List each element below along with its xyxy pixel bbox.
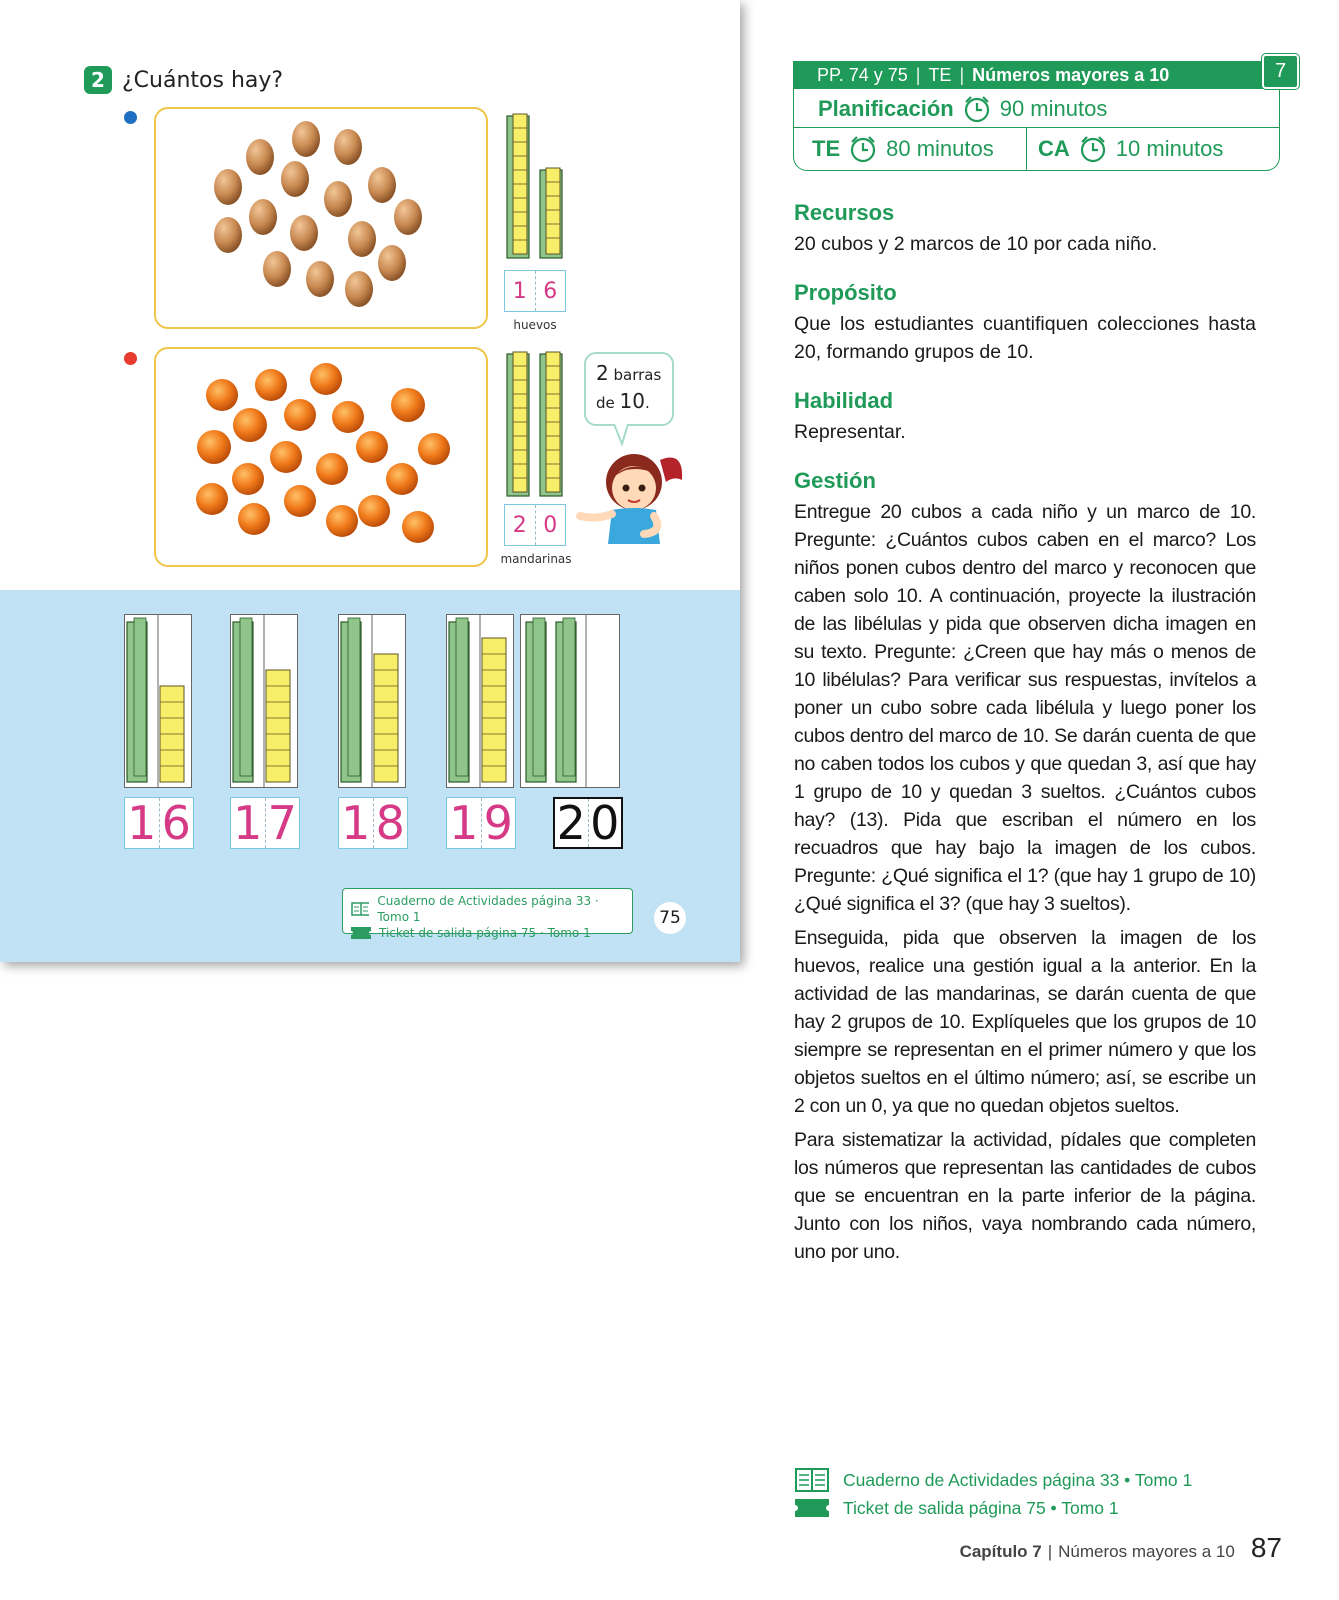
- eggs-picture: [154, 107, 488, 329]
- cubes-16: [124, 614, 192, 788]
- activity-number: 2: [84, 66, 112, 94]
- book-icon: [795, 1468, 829, 1492]
- footer-topic: Números mayores a 10: [1058, 1542, 1235, 1561]
- student-page: [0, 0, 740, 962]
- planning-box: [793, 89, 1280, 171]
- mandarins-picture: [154, 347, 488, 567]
- mandarins-tens-digit: 2: [512, 512, 527, 538]
- alarm-clock-icon: [848, 134, 878, 164]
- activity-header: [84, 66, 283, 94]
- red-bullet-icon: [124, 352, 137, 365]
- section-gestion: [794, 468, 1256, 1266]
- planning-label: Planificación: [818, 96, 954, 121]
- activity-title: ¿Cuántos hay?: [122, 67, 284, 93]
- mandarins-label: mandarinas: [500, 552, 572, 566]
- recursos-text: 20 cubos y 2 marcos de 10 por cada niño.: [794, 233, 1158, 255]
- plan-pages: PP. 74 y 75: [817, 64, 908, 85]
- section-habilidad: [794, 388, 1256, 446]
- number-box-18: [338, 797, 408, 849]
- eggs-illustration: [156, 109, 486, 327]
- digit-ones: 7: [265, 798, 300, 848]
- footer-chapter: Capítulo 7: [959, 1542, 1042, 1561]
- eggs-tens-digit: 1: [512, 278, 527, 304]
- bubble-number-10: 10: [619, 389, 645, 413]
- student-ticket-ref[interactable]: [351, 925, 624, 941]
- digit-ones: 9: [481, 798, 516, 848]
- bubble-number-2: 2: [596, 361, 609, 385]
- section-proposito: [794, 280, 1256, 366]
- mandarins-illustration: [156, 349, 486, 565]
- cubes-20: [520, 614, 620, 788]
- header-separator: |: [959, 64, 965, 85]
- planning-total-row: [818, 91, 1107, 127]
- alarm-clock-icon: [1078, 134, 1108, 164]
- digit-tens: 1: [233, 796, 263, 850]
- eggs-answer-box: [504, 270, 566, 312]
- student-ticket-ref-text: Ticket de salida página 75 · Tomo 1: [379, 926, 591, 940]
- book-icon: [351, 902, 369, 916]
- cubes-17: [230, 614, 298, 788]
- gestion-paragraph-3: Para sistematizar la actividad, pídales que completen los números que representan las cantidades de cubos que se encuentran en la parte inferior de la página. Junto con los niños, vaya nombrando cada número, uno por uno.: [794, 1129, 1256, 1263]
- mandarins-ones-digit: 0: [535, 505, 566, 545]
- cubes-18: [338, 614, 406, 788]
- ticket-icon: [795, 1499, 829, 1517]
- number-box-16: [124, 797, 194, 849]
- eggs-cube-rods: [506, 112, 570, 262]
- digit-tens: 1: [127, 796, 157, 850]
- recursos-title: Recursos: [794, 200, 895, 225]
- plan-topic: Números mayores a 10: [972, 64, 1170, 85]
- number-box-19: [446, 797, 516, 849]
- guide-workbook-ref[interactable]: [795, 1466, 1192, 1494]
- mandarins-answer-box: [504, 504, 566, 546]
- gestion-paragraph-1: Entregue 20 cubos a cada niño y un marco de 10. Pregunte: ¿Cuántos cubos caben en el marco? Los niños ponen cubos dentro del marco y reconocen que caben solo 10. A continuación, proyecte la ilustración de las libélulas y pida que observen dicha imagen en su texto. Pregunte: ¿Creen que hay más o menos de 10 libélulas? Para verificar sus respuestas, invítelos a poner un cubo sobre cada libélula y luego poner los cubos dentro del marco de 10. Se darán cuenta de que no caben todos los cubos y que quedan 3, así que hay 1 grupo de 10 y quedan 3 sueltos. ¿Cuántos cubos hay? (13). Pida que escriban el número en los recuadros que hay bajo la imagen de los cubos. Pregunte: ¿Qué significa el 1? (que hay 1 grupo de 10) ¿Qué significa el 3? (que hay 3 sueltos).: [794, 501, 1256, 915]
- ca-time: 10 minutos: [1115, 136, 1224, 161]
- bubble-word-de: de: [596, 394, 615, 412]
- section-recursos: [794, 200, 1256, 258]
- planning-ca-cell: [1038, 129, 1223, 169]
- footer-page-number: 87: [1250, 1532, 1282, 1563]
- digit-tens: 2: [556, 796, 586, 850]
- digit-ones: 0: [588, 799, 622, 847]
- digit-ones: 8: [373, 798, 408, 848]
- guide-references: [795, 1466, 1192, 1522]
- guide-workbook-ref-text: Cuaderno de Actividades página 33 • Tomo 1: [843, 1469, 1193, 1490]
- digit-ones: 6: [159, 798, 194, 848]
- chapter-tab: 7: [1262, 54, 1299, 89]
- plan-code: TE: [928, 64, 952, 85]
- te-label: TE: [812, 136, 841, 161]
- eggs-label: huevos: [513, 318, 557, 332]
- habilidad-text: Representar.: [794, 421, 906, 443]
- proposito-title: Propósito: [794, 280, 897, 305]
- student-workbook-ref[interactable]: [351, 893, 624, 925]
- planning-te-cell: [812, 129, 994, 169]
- planning-divider: [794, 127, 1279, 128]
- bubble-period: .: [644, 394, 650, 412]
- mandarins-cube-rods: [506, 350, 570, 500]
- gestion-title: Gestión: [794, 468, 876, 493]
- page-footer: [960, 1532, 1282, 1564]
- planning-total: 90 minutos: [999, 96, 1108, 121]
- girl-character-icon: [574, 440, 694, 545]
- ca-label: CA: [1038, 136, 1070, 161]
- cubes-19: [446, 614, 514, 788]
- number-box-20: [553, 797, 623, 849]
- plan-header-bar: [793, 61, 1282, 89]
- guide-ticket-ref[interactable]: [795, 1494, 1192, 1522]
- header-separator: |: [915, 64, 921, 85]
- student-references-box: [342, 888, 633, 940]
- speech-bubble: [584, 352, 674, 426]
- footer-separator: |: [1047, 1542, 1053, 1561]
- bubble-word-barras: barras: [613, 366, 662, 384]
- student-workbook-ref-text: Cuaderno de Actividades página 33 · Tomo 1: [377, 894, 599, 924]
- gestion-paragraph-2: Enseguida, pida que observen la imagen de los huevos, realice una gestión igual a la anterior. En la actividad de las mandarinas, se darán cuenta de que hay 2 grupos de 10. Explíqueles que los grupos de 10 siempre se representan en el primer número y que los objetos sueltos en el último número; así, se escribe un 2 con un 0, ya que no quedan objetos sueltos.: [794, 927, 1256, 1117]
- digit-tens: 1: [449, 796, 479, 850]
- planning-vertical-divider: [1026, 127, 1027, 170]
- student-page-number: 75: [654, 902, 686, 934]
- number-box-17: [230, 797, 300, 849]
- te-time: 80 minutos: [886, 136, 994, 161]
- eggs-ones-digit: 6: [535, 271, 566, 311]
- blue-bullet-icon: [124, 111, 137, 124]
- guide-ticket-ref-text: Ticket de salida página 75 • Tomo 1: [843, 1497, 1119, 1518]
- ticket-icon: [351, 927, 371, 939]
- digit-tens: 1: [341, 796, 371, 850]
- alarm-clock-icon: [962, 94, 992, 124]
- habilidad-title: Habilidad: [794, 388, 894, 413]
- proposito-text: Que los estudiantes cuantifiquen colecciones hasta 20, formando grupos de 10.: [794, 313, 1256, 363]
